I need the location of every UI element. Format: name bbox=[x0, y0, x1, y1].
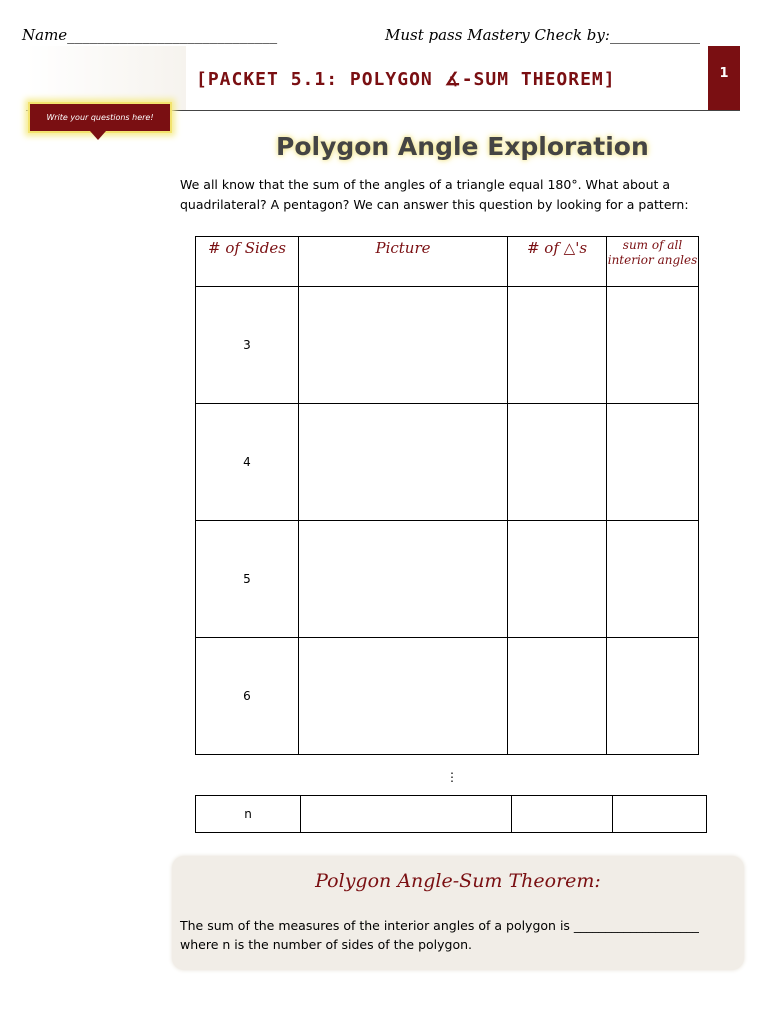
sides-cell: 3 bbox=[196, 287, 299, 404]
header-sides: # of Sides bbox=[196, 237, 299, 287]
header-picture: Picture bbox=[299, 237, 508, 287]
page-number-badge bbox=[708, 46, 740, 110]
table-row bbox=[196, 796, 707, 833]
sides-cell: 4 bbox=[196, 404, 299, 521]
packet-title: [PACKET 5.1: POLYGON ∡-SUM THEOREM] bbox=[196, 69, 616, 90]
triangles-cell[interactable] bbox=[508, 404, 607, 521]
picture-cell[interactable] bbox=[299, 404, 508, 521]
questions-callout: Write your questions here! bbox=[28, 102, 172, 133]
mastery-check-field[interactable]: Must pass Mastery Check by:____________ bbox=[385, 26, 700, 44]
table-row bbox=[196, 287, 699, 404]
theorem-title: Polygon Angle-Sum Theorem: bbox=[315, 870, 601, 892]
sum-cell[interactable] bbox=[607, 521, 699, 638]
intro-paragraph: We all know that the sum of the angles of a triangle equal 180°. What about a quadrilateral? A pentagon? We can answer this question by looking for a pattern: bbox=[180, 177, 689, 212]
name-field[interactable]: Name____________________________ bbox=[22, 26, 278, 44]
header-sum: sum of all interior angles bbox=[607, 237, 699, 287]
sum-cell[interactable] bbox=[607, 287, 699, 404]
picture-cell[interactable] bbox=[299, 521, 508, 638]
table-header-row bbox=[196, 237, 699, 287]
triangles-cell[interactable] bbox=[508, 638, 607, 755]
picture-cell[interactable] bbox=[301, 796, 512, 833]
continuation-dots: ⋮ bbox=[446, 770, 458, 784]
triangles-cell[interactable] bbox=[508, 287, 607, 404]
sides-cell: 6 bbox=[196, 638, 299, 755]
sum-cell[interactable] bbox=[613, 796, 707, 833]
picture-cell[interactable] bbox=[299, 638, 508, 755]
n-sides-table bbox=[195, 795, 707, 833]
header-triangles: # of △'s bbox=[508, 237, 607, 287]
page-number: 1 bbox=[719, 65, 729, 81]
exploration-table bbox=[195, 236, 699, 755]
page-title: Polygon Angle Exploration bbox=[276, 132, 649, 161]
sum-cell[interactable] bbox=[607, 638, 699, 755]
theorem-box bbox=[172, 856, 744, 970]
picture-cell[interactable] bbox=[299, 287, 508, 404]
sum-cell[interactable] bbox=[607, 404, 699, 521]
header-shade bbox=[26, 46, 186, 110]
callout-arrow-icon bbox=[90, 131, 106, 140]
triangles-cell[interactable] bbox=[512, 796, 613, 833]
table-row bbox=[196, 404, 699, 521]
sides-cell: 5 bbox=[196, 521, 299, 638]
triangles-cell[interactable] bbox=[508, 521, 607, 638]
table-row bbox=[196, 638, 699, 755]
table-row bbox=[196, 521, 699, 638]
theorem-text[interactable]: The sum of the measures of the interior angles of a polygon is ____________________ where n is the number of sides of the polygon. bbox=[180, 918, 699, 952]
sides-cell: n bbox=[196, 796, 301, 833]
